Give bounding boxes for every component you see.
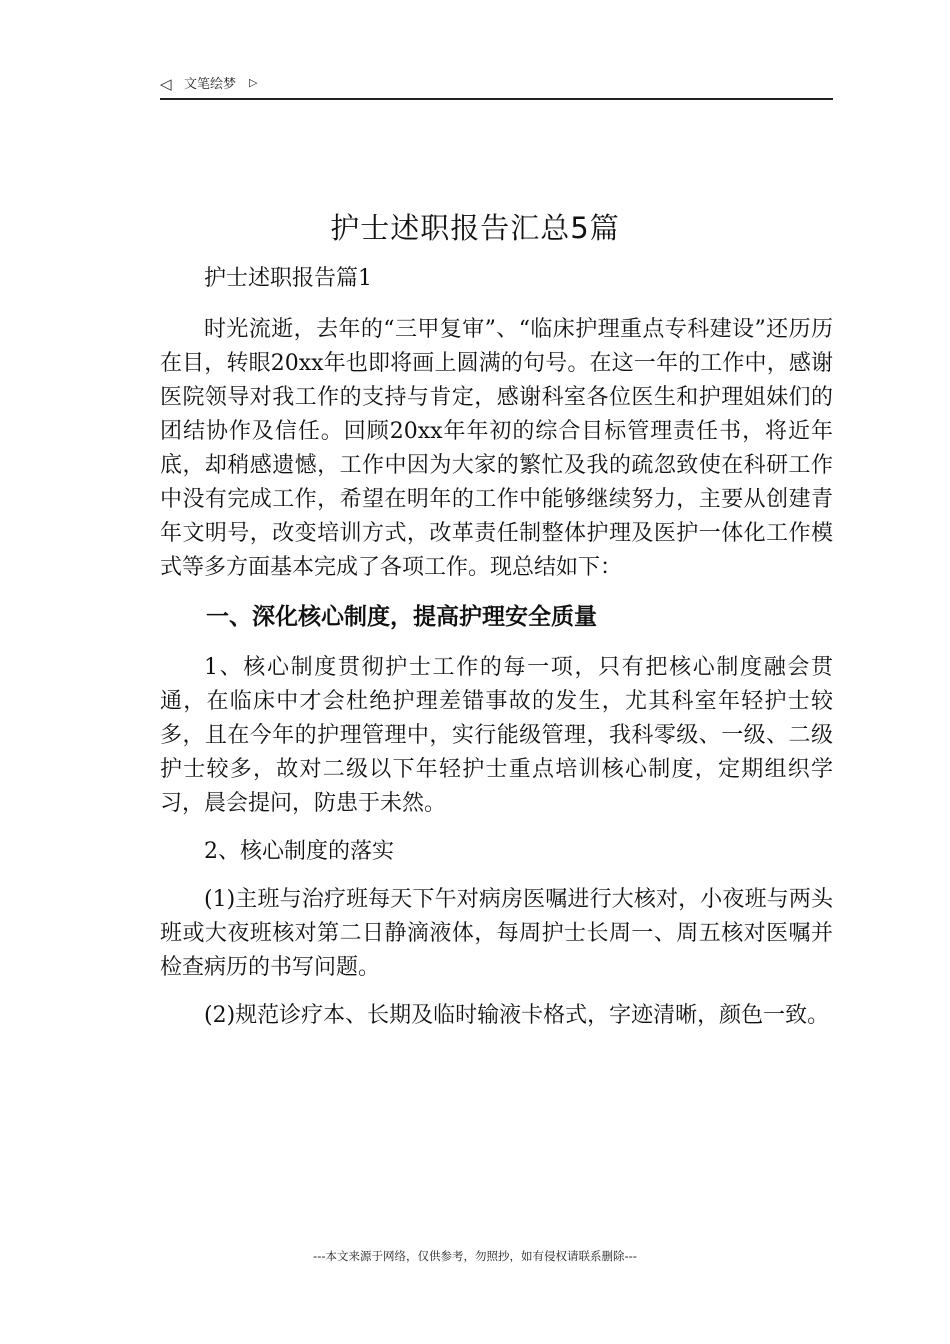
header-brand: 文笔绘梦 bbox=[184, 77, 237, 92]
page-header bbox=[160, 74, 833, 100]
left-triangle-icon: ◁ bbox=[160, 75, 172, 93]
page-footer-disclaimer: ---本文来源于网络，仅供参考，勿照抄，如有侵权请联系删除--- bbox=[313, 1249, 637, 1263]
section-item-1: 1、核心制度贯彻护士工作的每一项，只有把核心制度融会贯通，在临床中才会杜绝护理差错事故的发生，尤其科室年轻护士较多，且在今年的护理管理中，实行能级管理，我科零级、一级、二级护士较多，故对二级以下年轻护士重点培训核心制度，定期组织学习，晨会提问，防患于未然。 bbox=[160, 655, 833, 816]
section-item-2: 2、核心制度的落实 bbox=[204, 839, 394, 864]
document-title: 护士述职报告汇总5篇 bbox=[330, 211, 620, 245]
right-triangle-icon: ▷ bbox=[249, 76, 258, 89]
document-body bbox=[160, 262, 833, 1047]
section-item-2-2: (2)规范诊疗本、长期及临时输液卡格式，字迹清晰，颜色一致。 bbox=[204, 1003, 830, 1028]
section-heading: 一、深化核心制度，提高护理安全质量 bbox=[206, 604, 597, 630]
report-subtitle: 护士述职报告篇1 bbox=[204, 266, 372, 291]
section-item-2-1: (1)主班与治疗班每天下午对病房医嘱进行大核对，小夜班与两头班或大夜班核对第二日静滴液体，每周护士长周一、周五核对医嘱并检查病历的书写问题。 bbox=[160, 887, 833, 980]
intro-paragraph: 时光流逝，去年的“三甲复审”、“临床护理重点专科建设”还历历在目，转眼20xx年也即将画上圆满的句号。在这一年的工作中，感谢医院领导对我工作的支持与肯定，感谢科室各位医生和护理姐妹们的团结协作及信任。回顾20xx年年初的综合目标管理责任书，将近年底，却稍感遗憾，工作中因为大家的繁忙及我的疏忽致使在科研工作中没有完成工作，希望在明年的工作中能够继续努力，主要从创建青年文明号，改变培训方式，改革责任制整体护理及医护一体化工作模式等多方面基本完成了各项工作。现总结如下： bbox=[160, 317, 833, 580]
